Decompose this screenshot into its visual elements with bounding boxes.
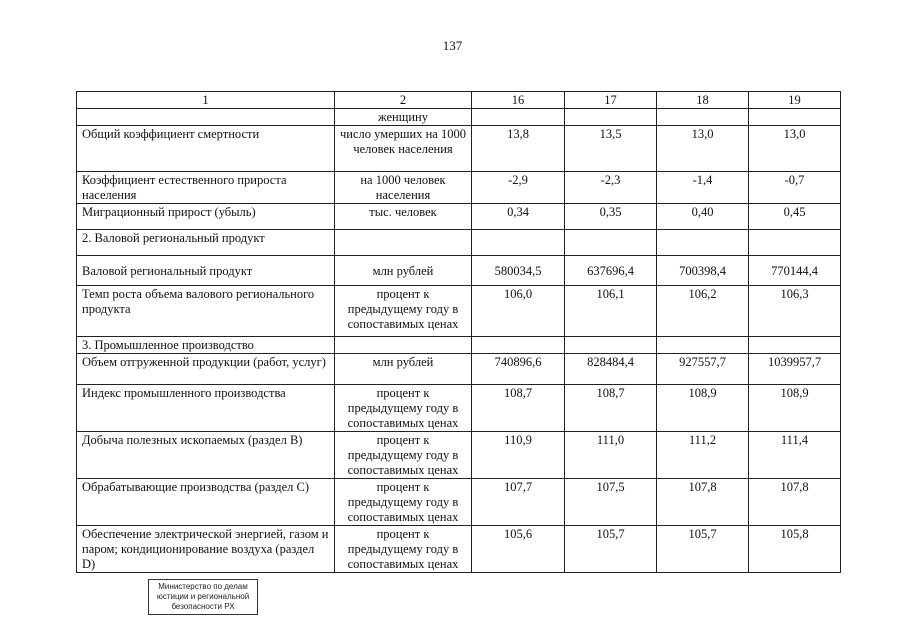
value-cell: -2,3 — [565, 172, 657, 204]
value-cell — [657, 230, 749, 256]
value-cell: 105,6 — [472, 526, 565, 573]
value-cell: 927557,7 — [657, 354, 749, 385]
table-row — [77, 354, 841, 385]
table-row — [77, 109, 841, 126]
indicator-name: Миграционный прирост (убыль) — [77, 204, 335, 230]
value-cell: 111,2 — [657, 432, 749, 479]
value-cell: 105,8 — [749, 526, 841, 573]
unit-cell: число умерших на 1000 человек населения — [335, 126, 472, 172]
stamp-line: Министерство по делам — [158, 582, 248, 591]
unit-cell: млн рублей — [335, 354, 472, 385]
unit-cell: процент к предыдущему году в сопоставимых ценах — [335, 432, 472, 479]
data-table — [76, 91, 841, 573]
indicator-name: Валовой региональный продукт — [77, 256, 335, 286]
value-cell: 106,2 — [657, 286, 749, 337]
column-header: 16 — [472, 92, 565, 109]
indicator-name: Темп роста объема валового регионального продукта — [77, 286, 335, 337]
value-cell: 13,0 — [749, 126, 841, 172]
value-cell: 740896,6 — [472, 354, 565, 385]
value-cell — [565, 109, 657, 126]
value-cell: 1039957,7 — [749, 354, 841, 385]
value-cell: 700398,4 — [657, 256, 749, 286]
value-cell — [565, 337, 657, 354]
page-number: 137 — [442, 38, 463, 53]
value-cell: 107,8 — [749, 479, 841, 526]
value-cell: 108,9 — [749, 385, 841, 432]
value-cell: 107,5 — [565, 479, 657, 526]
value-cell: 0,40 — [657, 204, 749, 230]
registration-stamp — [148, 579, 258, 615]
value-cell: -1,4 — [657, 172, 749, 204]
value-cell: 0,34 — [472, 204, 565, 230]
value-cell: 107,7 — [472, 479, 565, 526]
table-row — [77, 479, 841, 526]
value-cell: 111,0 — [565, 432, 657, 479]
value-cell — [472, 337, 565, 354]
value-cell: 637696,4 — [565, 256, 657, 286]
unit-cell: процент к предыдущему году в сопоставимых ценах — [335, 479, 472, 526]
value-cell — [749, 337, 841, 354]
value-cell — [472, 109, 565, 126]
column-header: 1 — [77, 92, 335, 109]
unit-cell: процент к предыдущему году в сопоставимых ценах — [335, 286, 472, 337]
value-cell — [657, 337, 749, 354]
section-row — [77, 337, 841, 354]
value-cell: 108,7 — [472, 385, 565, 432]
unit-cell: тыс. человек — [335, 204, 472, 230]
table-row — [77, 204, 841, 230]
table-row — [77, 172, 841, 204]
value-cell: 107,8 — [657, 479, 749, 526]
section-title: 2. Валовой региональный продукт — [77, 230, 335, 256]
value-cell: 106,3 — [749, 286, 841, 337]
value-cell: 105,7 — [565, 526, 657, 573]
unit-cell: женщину — [335, 109, 472, 126]
value-cell: 111,4 — [749, 432, 841, 479]
section-row — [77, 230, 841, 256]
unit-cell: процент к предыдущему году в сопоставимых ценах — [335, 526, 472, 573]
table-row — [77, 256, 841, 286]
value-cell: -2,9 — [472, 172, 565, 204]
section-title: 3. Промышленное производство — [77, 337, 335, 354]
column-header: 19 — [749, 92, 841, 109]
value-cell: 106,0 — [472, 286, 565, 337]
stamp-line: безопасности РХ — [171, 602, 235, 611]
value-cell: 13,5 — [565, 126, 657, 172]
indicator-name: Обрабатывающие производства (раздел C) — [77, 479, 335, 526]
value-cell: 13,0 — [657, 126, 749, 172]
table-row — [77, 286, 841, 337]
value-cell: 828484,4 — [565, 354, 657, 385]
value-cell: 580034,5 — [472, 256, 565, 286]
value-cell — [472, 230, 565, 256]
value-cell: 108,7 — [565, 385, 657, 432]
value-cell: 106,1 — [565, 286, 657, 337]
value-cell — [565, 230, 657, 256]
value-cell: 110,9 — [472, 432, 565, 479]
value-cell: 0,45 — [749, 204, 841, 230]
indicator-name: Коэффициент естественного прироста населения — [77, 172, 335, 204]
column-header: 17 — [565, 92, 657, 109]
value-cell: 13,8 — [472, 126, 565, 172]
table-row — [77, 432, 841, 479]
indicator-name: Обеспечение электрической энергией, газом и паром; кондиционирование воздуха (раздел D) — [77, 526, 335, 573]
value-cell: 770144,4 — [749, 256, 841, 286]
indicator-name: Общий коэффициент смертности — [77, 126, 335, 172]
value-cell: 108,9 — [657, 385, 749, 432]
value-cell: 0,35 — [565, 204, 657, 230]
indicator-name: Индекс промышленного производства — [77, 385, 335, 432]
value-cell — [657, 109, 749, 126]
table-row — [77, 126, 841, 172]
value-cell: -0,7 — [749, 172, 841, 204]
value-cell: 105,7 — [657, 526, 749, 573]
column-header: 2 — [335, 92, 472, 109]
indicator-name: Объем отгруженной продукции (работ, услуг) — [77, 354, 335, 385]
column-header: 18 — [657, 92, 749, 109]
unit-cell: процент к предыдущему году в сопоставимых ценах — [335, 385, 472, 432]
value-cell — [749, 109, 841, 126]
unit-cell — [335, 230, 472, 256]
value-cell — [749, 230, 841, 256]
unit-cell: млн рублей — [335, 256, 472, 286]
table-row — [77, 526, 841, 573]
table-row — [77, 385, 841, 432]
indicator-name — [77, 109, 335, 126]
header-row — [77, 92, 841, 109]
unit-cell — [335, 337, 472, 354]
stamp-line: юстиции и региональной — [156, 592, 250, 601]
unit-cell: на 1000 человек населения — [335, 172, 472, 204]
indicator-name: Добыча полезных ископаемых (раздел B) — [77, 432, 335, 479]
